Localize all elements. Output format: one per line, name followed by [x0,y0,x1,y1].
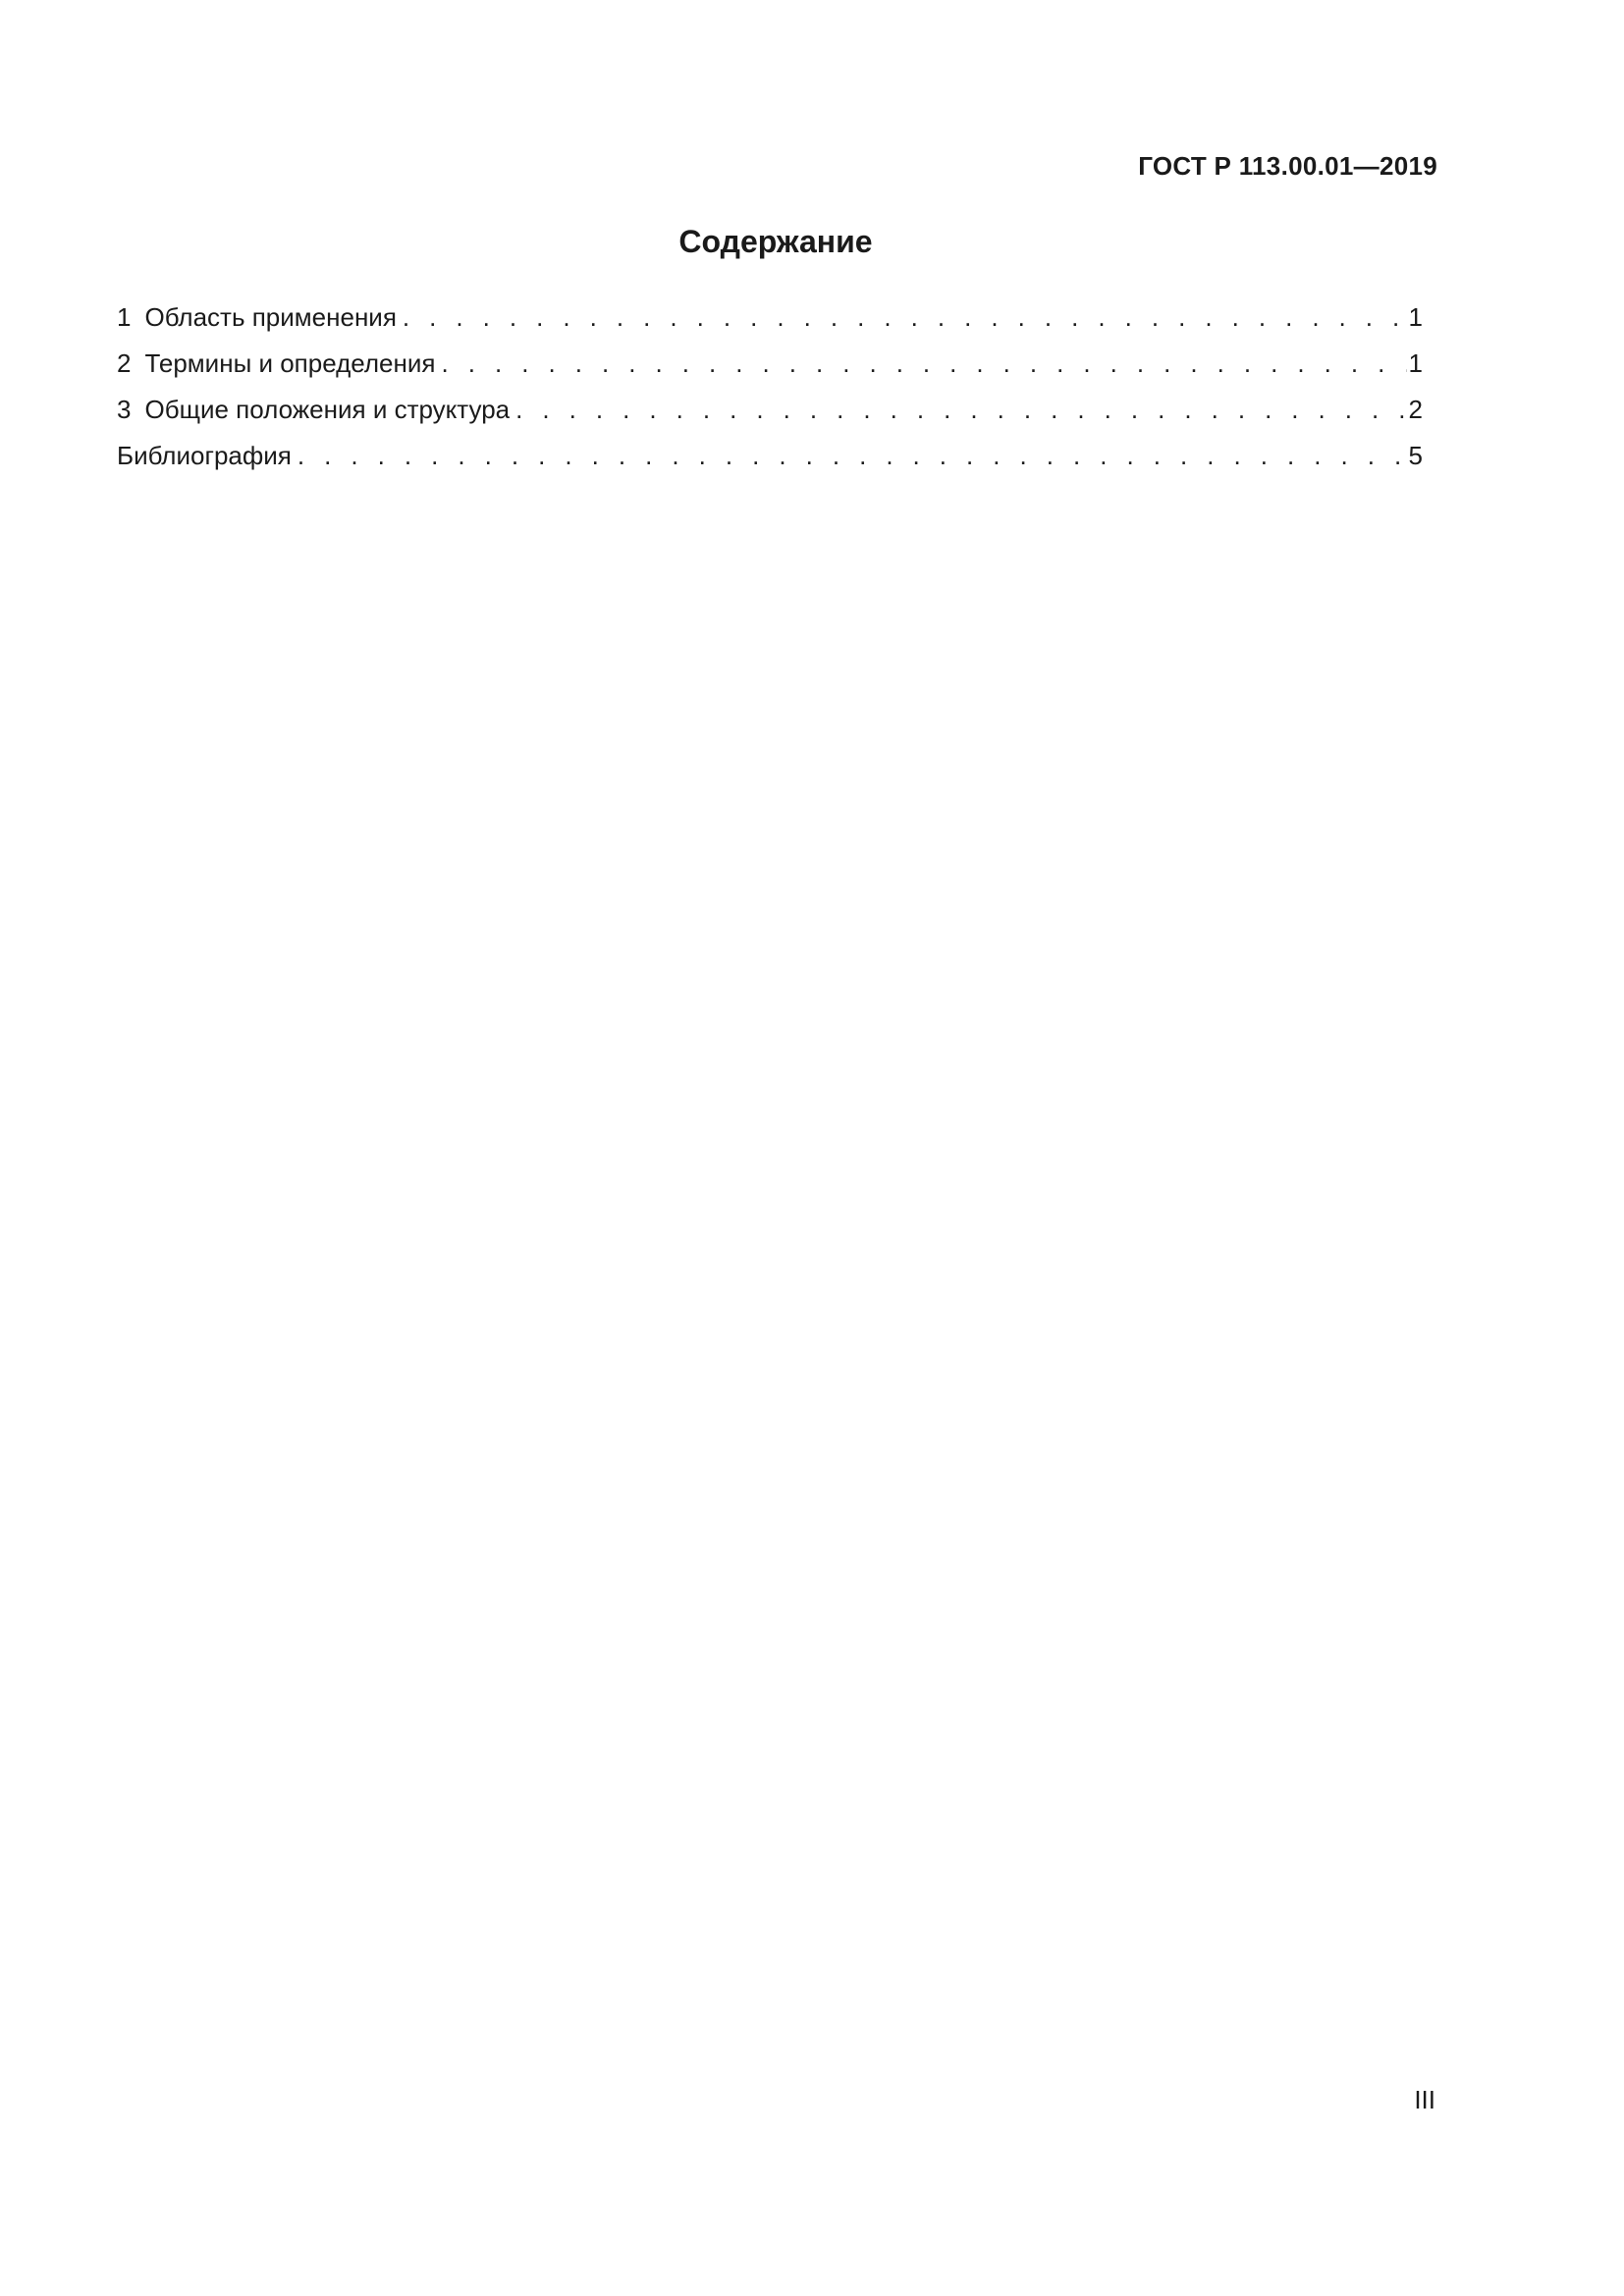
toc-entry-title: Область применения [144,302,397,332]
toc-entry-title: Термины и определения [144,348,436,378]
table-of-contents [117,294,1423,479]
toc-dot-leader [515,387,1406,433]
toc-entry-number: 2 [117,348,132,378]
toc-entry-title: Библиография [117,441,292,470]
toc-heading: Содержание [678,224,873,259]
toc-entry-number: 1 [117,302,132,332]
toc-entry-page: 1 [1408,302,1423,332]
toc-dot-leader [441,341,1406,387]
toc-dot-leader [403,294,1407,341]
page-number: III [1414,2085,1435,2114]
toc-entry-terms[interactable] [117,341,1423,387]
toc-dot-leader [298,433,1407,479]
toc-entry-page: 1 [1408,348,1423,378]
toc-entry-bibliography[interactable] [117,433,1423,479]
toc-entry-scope[interactable] [117,294,1423,341]
toc-entry-page: 2 [1408,395,1423,424]
toc-entry-page: 5 [1408,441,1423,470]
toc-entry-title: Общие положения и структура [144,395,511,424]
document-code: ГОСТ Р 113.00.01—2019 [1138,151,1437,181]
toc-entry-general[interactable] [117,387,1423,433]
toc-entry-number: 3 [117,395,132,424]
